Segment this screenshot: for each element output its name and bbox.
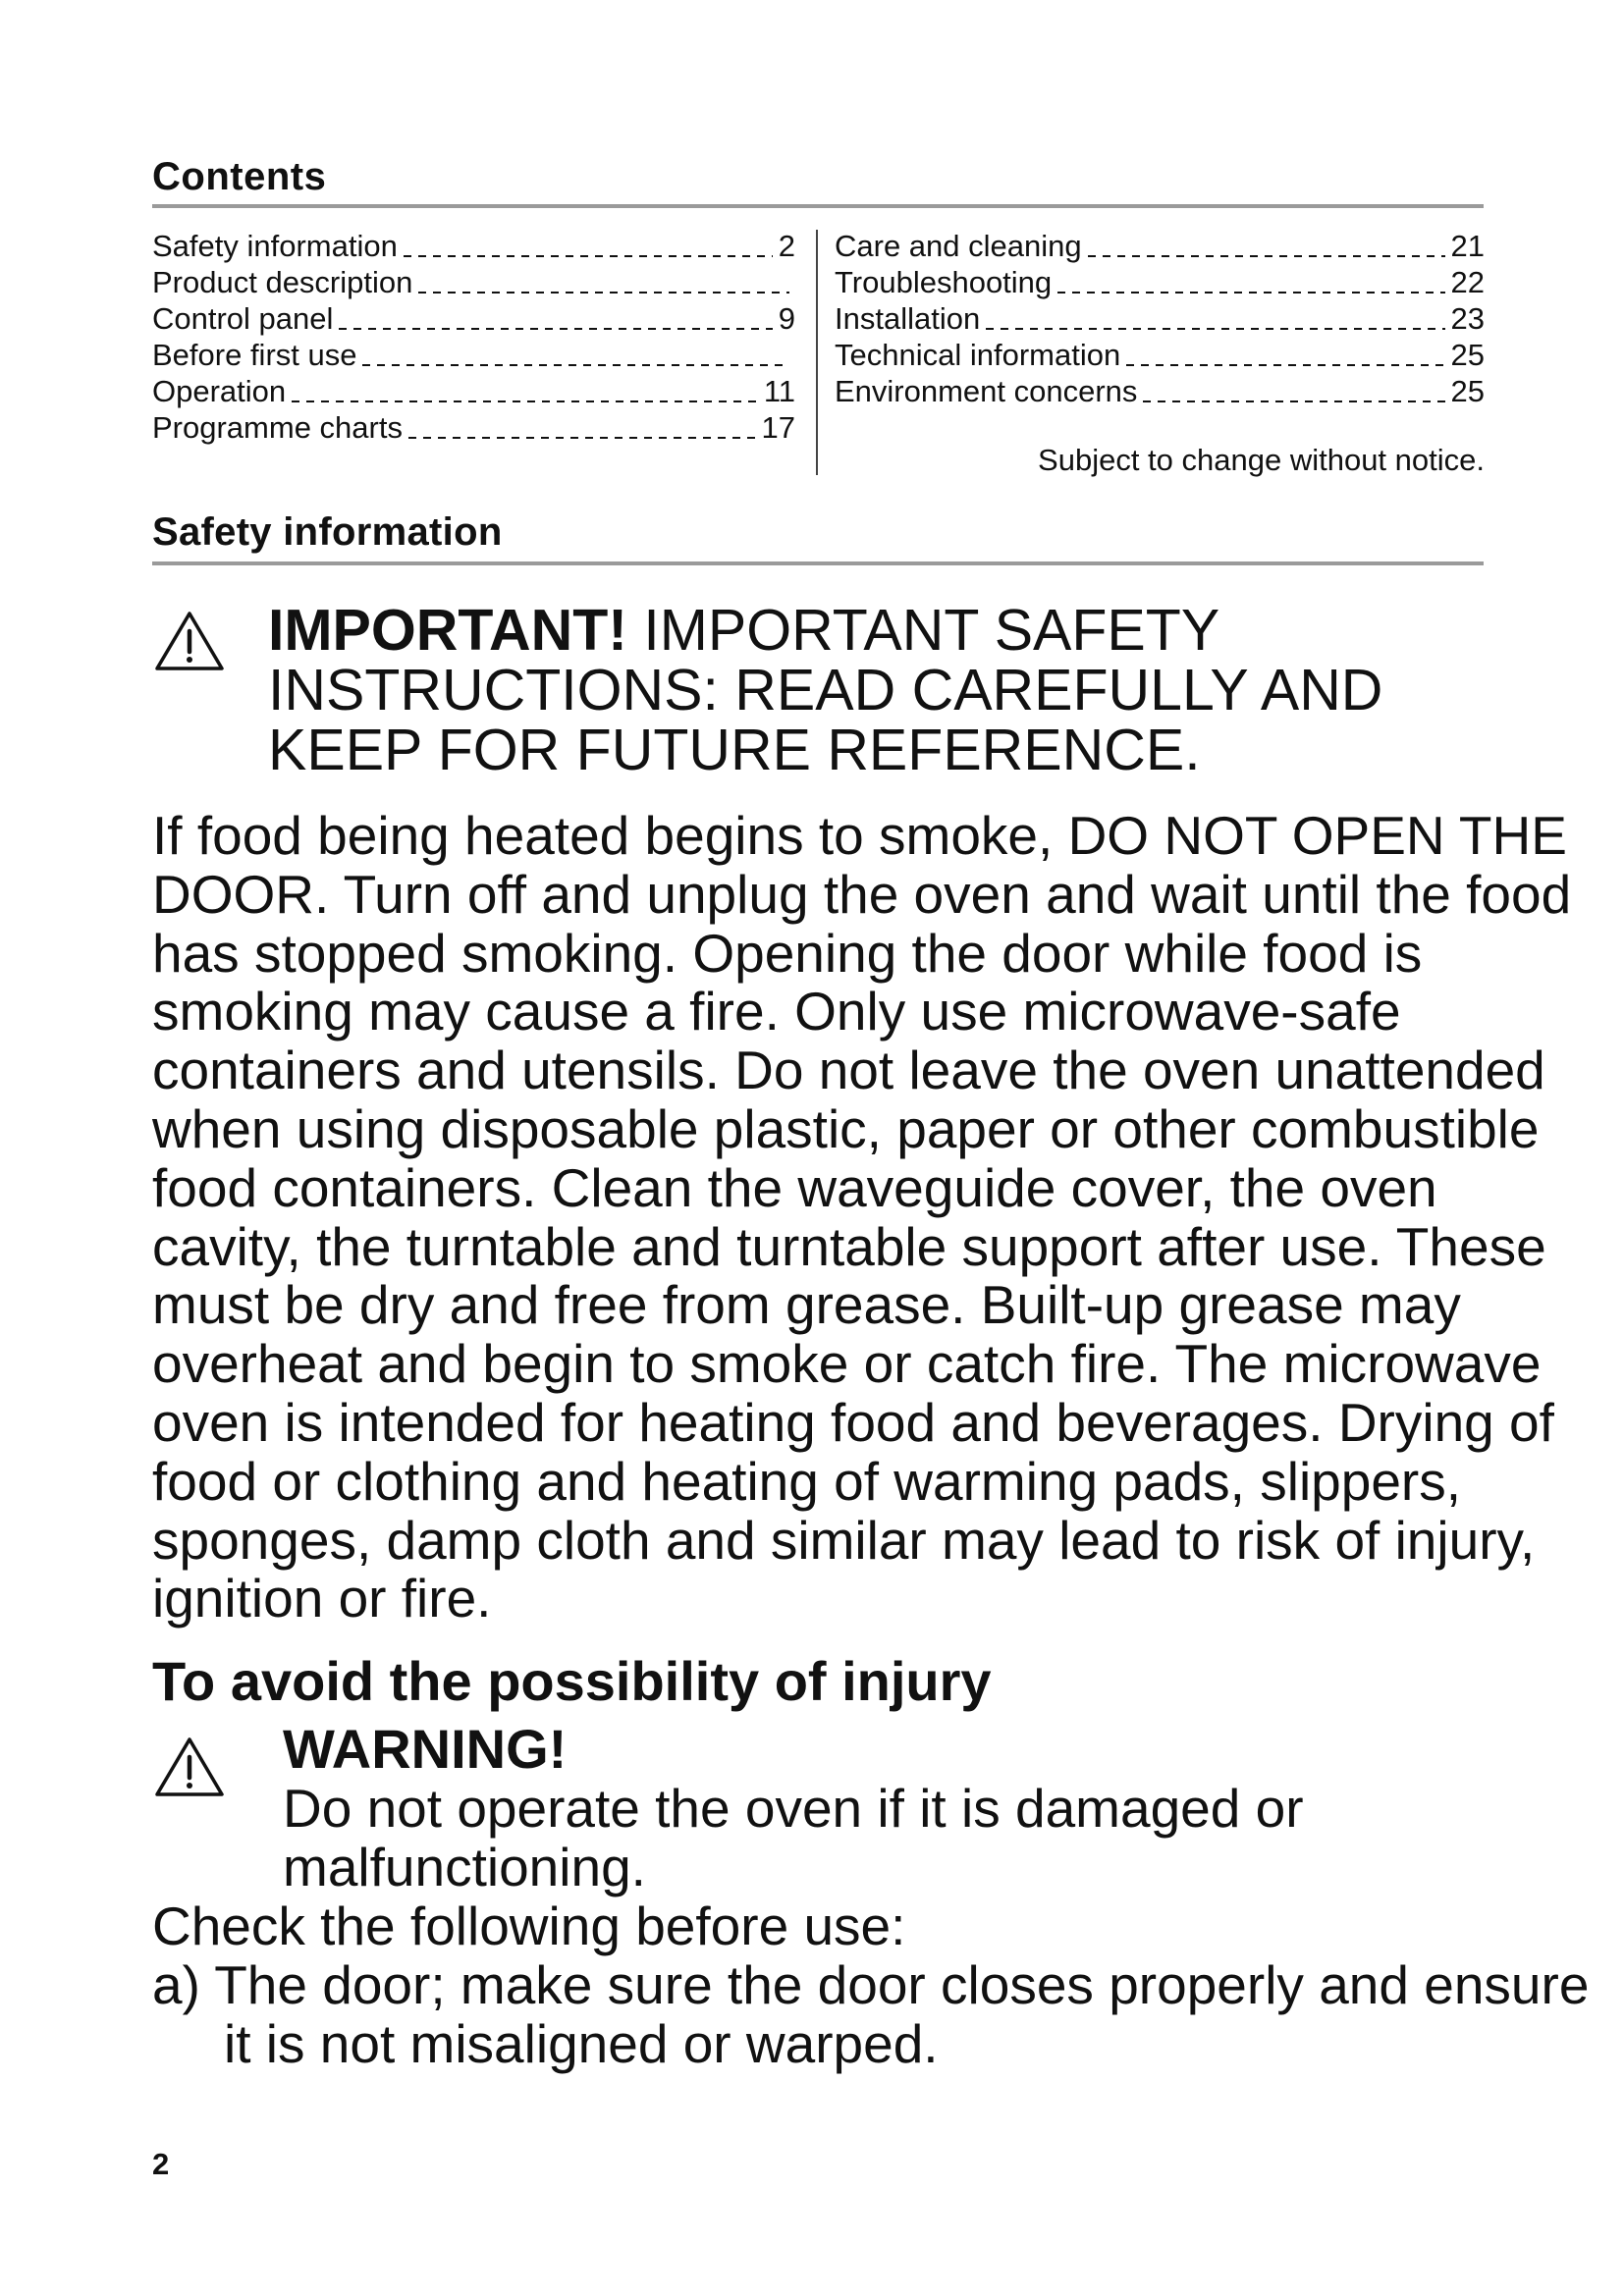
- toc-entry[interactable]: [152, 337, 795, 373]
- toc-entry-page: 9: [778, 301, 795, 336]
- toc-leader: [292, 400, 758, 402]
- toc-entry[interactable]: [152, 300, 795, 337]
- safety-heading: Safety information: [152, 510, 503, 554]
- toc-entry-page: 21: [1450, 229, 1485, 263]
- toc-entry[interactable]: [835, 228, 1485, 264]
- toc-entry-title: Safety information: [152, 229, 398, 263]
- contents-rule: [152, 204, 1484, 208]
- toc-entry[interactable]: [152, 409, 795, 446]
- toc-entry-page: 22: [1450, 265, 1485, 299]
- toc-leader: [1143, 400, 1444, 402]
- toc-entry[interactable]: [152, 228, 795, 264]
- toc-entry-title: Control panel: [152, 301, 334, 336]
- toc-entry[interactable]: [835, 373, 1485, 409]
- safety-body-text: If food being heated begins to smoke, DO NOT OPEN THE DOOR. Turn off and unplug the oven and wait until the food has stopped smoking. Opening the door while food is smoking may cause a fire. Only use microwave-safe containers and utensils. Do not leave the oven unattended when using disposable plastic, paper or other combustible food containers. Clean the waveguide cover, the oven cavity, the turntable and turntable support after use. These must be dry and free from grease. Built-up grease may overheat and begin to smoke or catch fire. The microwave oven is intended for heating food and beverages. Drying of food or clothing and heating of warming pads, slippers, sponges, damp cloth and similar may lead to risk of injury, ignition or fire.: [152, 805, 1572, 1629]
- toc-entry-page: 11: [763, 374, 795, 408]
- toc-entry-title: Operation: [152, 374, 287, 408]
- toc-entry-title: Care and cleaning: [835, 229, 1082, 263]
- toc-entry-title: Environment concerns: [835, 374, 1138, 408]
- toc-entry[interactable]: [152, 373, 795, 409]
- warning-text: Do not operate the oven if it is damaged or malfunctioning.: [283, 1778, 1304, 1897]
- toc-entry-title: Troubleshooting: [835, 265, 1053, 299]
- toc-entry-page: 2: [778, 229, 795, 263]
- toc-left-column: [152, 228, 795, 446]
- toc-leader: [1057, 292, 1444, 294]
- toc-entry[interactable]: [835, 337, 1485, 373]
- important-label: IMPORTANT!: [268, 598, 627, 663]
- important-text: IMPORTANT SAFETY INSTRUCTIONS: READ CAREFULLY AND KEEP FOR FUTURE REFERENCE.: [268, 598, 1383, 782]
- toc-entry-page: 23: [1450, 301, 1485, 336]
- page-number: 2: [152, 2147, 170, 2181]
- toc-leader: [1126, 364, 1444, 366]
- toc-entry-page: 25: [1450, 374, 1485, 408]
- check-item-a: a) The door; make sure the door closes properly and ensure it is not misaligned or warped.: [152, 1954, 1590, 2074]
- toc-entry[interactable]: [152, 264, 795, 300]
- toc-right-column: [835, 228, 1485, 409]
- toc-leader: [418, 292, 789, 294]
- toc-leader: [404, 255, 773, 257]
- toc-entry-title: Before first use: [152, 338, 357, 372]
- toc-entry-title: Technical information: [835, 338, 1121, 372]
- toc-entry-title: Installation: [835, 301, 981, 336]
- injury-heading: To avoid the possibility of injury: [152, 1650, 992, 1712]
- toc-leader: [986, 328, 1444, 330]
- contents-heading: Contents: [152, 155, 327, 198]
- toc-entry[interactable]: [835, 300, 1485, 337]
- check-intro: Check the following before use:: [152, 1896, 906, 1956]
- toc-entry-title: Product description: [152, 265, 413, 299]
- toc-entry[interactable]: [835, 264, 1485, 300]
- change-notice: Subject to change without notice.: [1038, 443, 1485, 477]
- important-notice: [268, 598, 1505, 782]
- toc-leader: [1088, 255, 1445, 257]
- warning-label: WARNING!: [283, 1718, 568, 1780]
- safety-rule: [152, 561, 1484, 565]
- warning-triangle-icon: [153, 609, 226, 673]
- warning-notice: [283, 1720, 1510, 1896]
- toc-entry-page: 17: [761, 410, 795, 445]
- toc-leader: [408, 437, 756, 439]
- toc-entry-title: Programme charts: [152, 410, 403, 445]
- toc-leader: [362, 364, 789, 366]
- toc-column-divider: [816, 230, 818, 475]
- toc-entry-page: 25: [1450, 338, 1485, 372]
- toc-leader: [339, 328, 772, 330]
- warning-triangle-icon: [153, 1735, 226, 1799]
